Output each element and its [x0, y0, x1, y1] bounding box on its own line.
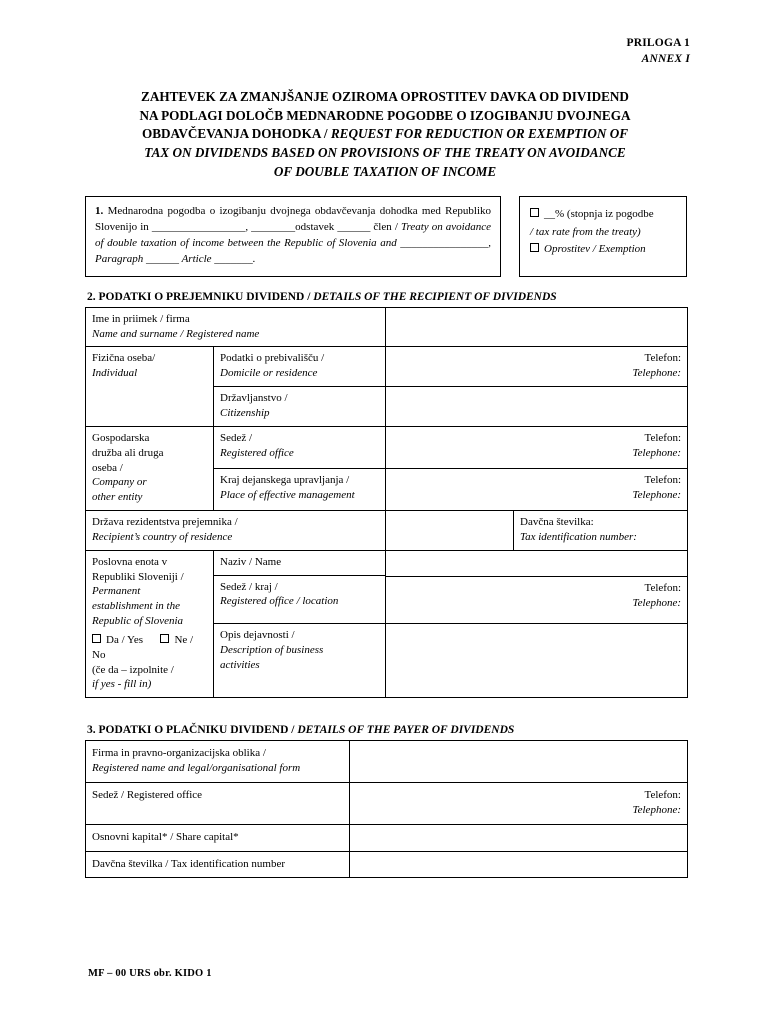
pe-option-yes: Da / Yes — [106, 633, 143, 646]
payer-name-label-sl: Firma in pravno-organizacijska oblika / — [92, 747, 266, 760]
pe-name-office-cell — [214, 550, 386, 624]
citizenship-label — [214, 387, 386, 427]
effective-management-label-sl: Kraj dejanskega upravljanja / — [220, 473, 350, 486]
recipient-name-label — [86, 307, 386, 347]
table-row — [86, 426, 688, 468]
section-1-number: 1. — [95, 205, 104, 217]
company-label-en-1: Company or — [92, 476, 147, 489]
section-1 — [85, 196, 687, 277]
pe-office-label-sl: Sedež / kraj / — [220, 580, 278, 593]
country-of-residence-label-en: Recipient’s country of residence — [92, 530, 233, 543]
effective-management-label — [214, 468, 386, 510]
option-tax-rate-label-en: / tax rate from the treaty) — [530, 225, 641, 238]
domicile-label-en: Domicile or residence — [220, 367, 318, 380]
telephone-label-sl: Telefon: — [644, 581, 682, 594]
table-row — [86, 511, 688, 551]
option-tax-rate-label-sl: __% (stopnja iz pogodbe — [544, 208, 654, 220]
telephone-label-sl: Telefon: — [644, 431, 682, 444]
tax-option-box — [519, 196, 687, 277]
title-line-3: OBDAVČEVANJA DOHODKA / — [141, 126, 331, 142]
page-title — [85, 88, 685, 182]
company-telephone-field[interactable] — [386, 426, 688, 468]
individual-telephone-field[interactable] — [386, 347, 688, 387]
pe-label-en-3: Republic of Slovenia — [92, 615, 184, 628]
payer-tin-label-sl: Davčna številka / — [92, 857, 171, 870]
pe-note-sl: (če da – izpolnite / — [92, 663, 174, 676]
telephone-label-sl: Telefon: — [644, 789, 681, 801]
domicile-label — [214, 347, 386, 387]
pe-description-label-en-1: Description of business — [220, 644, 324, 657]
pe-label-en-2: establishment in the — [92, 600, 180, 613]
table-row — [86, 307, 688, 347]
title-line-5-en: OF DOUBLE TAXATION OF INCOME — [273, 163, 497, 179]
checkbox-icon[interactable] — [92, 634, 101, 643]
telephone-label-en: Telephone: — [632, 488, 682, 501]
telephone-label-sl: Telefon: — [644, 473, 682, 486]
treaty-text-sl: Mednarodna pogodba o izogibanju dvojnega obdavčevanja dohodka med Republiko Slovenijo in _________________, ________odstavek ______ člen / — [95, 205, 491, 233]
registered-office-label — [214, 426, 386, 468]
checkbox-icon[interactable] — [160, 634, 169, 643]
section-3-heading-sl: 3. PODATKI O PLAČNIKU DIVIDEND / — [87, 724, 298, 737]
payer-office-label — [86, 783, 350, 825]
telephone-label-sl: Telefon: — [644, 352, 682, 365]
registered-office-label-sl: Sedež / — [220, 431, 253, 444]
pe-yes-no-options[interactable] — [92, 633, 207, 663]
permanent-establishment-label — [86, 550, 214, 698]
tin-label-sl: Davčna številka: — [520, 516, 594, 529]
payer-telephone-field[interactable] — [350, 783, 688, 825]
table-row — [86, 550, 688, 624]
title-line-4-en: TAX ON DIVIDENDS BASED ON PROVISIONS OF THE TREATY ON AVOIDANCE — [144, 145, 626, 161]
document-body — [85, 196, 687, 878]
option-tax-rate-en-line — [530, 224, 678, 242]
company-label-sl-1: Gospodarska — [92, 431, 150, 444]
pe-name-label — [214, 551, 385, 576]
table-row — [86, 851, 688, 878]
section-3-heading — [87, 724, 687, 736]
annex-label-sl: PRILOGA 1 — [626, 37, 690, 49]
option-exemption-label-en: Exemption — [598, 243, 646, 256]
payer-tin-field[interactable] — [350, 851, 688, 878]
pe-option-no: Ne / No — [92, 633, 194, 661]
annex-header — [627, 36, 690, 67]
treaty-text-en: Treaty on avoidance of double taxation of income between the Republic of Slovenia and ________________, Paragraph ______ Article _______. — [95, 220, 491, 265]
tin-label — [514, 511, 688, 550]
checkbox-icon[interactable] — [530, 243, 539, 252]
tin-cell — [386, 511, 688, 551]
pe-note-en: if yes - fill in) — [92, 678, 152, 691]
pe-label-en-1: Permanent — [92, 585, 141, 598]
pe-office-label — [214, 576, 385, 615]
payer-office-label-en: Registered office — [126, 789, 203, 801]
pe-office-label-en: Registered office / location — [220, 595, 339, 608]
option-exemption-label-sl: Oprostitev / — [544, 243, 599, 256]
section-3-heading-en: DETAILS OF THE PAYER OF DIVIDENDS — [297, 724, 515, 737]
management-telephone-field[interactable] — [386, 468, 688, 510]
checkbox-icon[interactable] — [530, 208, 539, 217]
recipient-name-label-sl: Ime in priimek / firma — [92, 312, 190, 325]
citizenship-label-sl: Državljanstvo / — [220, 392, 288, 405]
company-label-en-2: other entity — [92, 491, 143, 504]
section-2-heading-en: DETAILS OF THE RECIPIENT OF DIVIDENDS — [313, 290, 557, 303]
share-capital-field[interactable] — [350, 824, 688, 851]
payer-name-field[interactable] — [350, 741, 688, 783]
pe-label-sl-1: Poslovna enota v — [92, 555, 168, 568]
title-line-3-en: REQUEST FOR REDUCTION OR EXEMPTION OF — [330, 126, 629, 142]
payer-office-label-sl: Sedež / — [92, 789, 127, 801]
section-2-heading — [87, 291, 687, 303]
effective-management-label-en: Place of effective management — [220, 488, 355, 501]
option-tax-rate[interactable] — [530, 206, 678, 224]
section-2-heading-sl: 2. PODATKI O PREJEMNIKU DIVIDEND / — [87, 290, 314, 303]
individual-label-en: Individual — [92, 367, 138, 380]
payer-tin-label-en: Tax identification number — [170, 857, 286, 870]
option-exemption[interactable] — [530, 241, 678, 259]
company-label-sl-3: oseba / — [92, 461, 123, 474]
pe-description-field[interactable] — [386, 624, 688, 698]
telephone-label-en: Telephone: — [632, 596, 682, 609]
telephone-label-en: Telephone: — [632, 367, 682, 380]
pe-label-sl-2: Republiki Sloveniji / — [92, 570, 184, 583]
pe-fields-cell — [386, 550, 688, 624]
individual-label-sl: Fizična oseba/ — [92, 352, 156, 365]
pe-description-label-sl: Opis dejavnosti / — [220, 629, 295, 642]
payer-name-label-en: Registered name and legal/organisational form — [92, 762, 301, 775]
country-of-residence-label — [86, 511, 386, 551]
citizenship-field[interactable] — [386, 387, 688, 427]
share-capital-label — [86, 824, 350, 851]
pe-description-label — [214, 624, 386, 698]
payer-tin-label — [86, 851, 350, 878]
citizenship-label-en: Citizenship — [220, 406, 270, 419]
treaty-reference-box — [85, 196, 501, 277]
share-capital-label-en: Share capital* — [176, 830, 239, 843]
company-label — [86, 426, 214, 510]
annex-label-en: ANNEX I — [641, 52, 690, 65]
pe-name-field[interactable] — [386, 551, 687, 577]
domicile-label-sl: Podatki o prebivališču / — [220, 352, 325, 365]
payer-details-table — [85, 740, 688, 878]
country-of-residence-field[interactable] — [386, 511, 514, 550]
pe-name-label-sl: Naziv / — [220, 555, 255, 568]
recipient-name-label-en: Name and surname / Registered name — [92, 327, 260, 340]
individual-label — [86, 347, 214, 426]
table-row — [86, 741, 688, 783]
telephone-label-en: Telephone: — [632, 803, 681, 816]
form-code-footer: MF – 00 URS obr. KIDO 1 — [88, 968, 212, 979]
table-row — [86, 347, 688, 387]
payer-name-label — [86, 741, 350, 783]
recipient-details-table — [85, 307, 688, 699]
telephone-label-en: Telephone: — [632, 446, 682, 459]
table-row — [86, 824, 688, 851]
registered-office-label-en: Registered office — [220, 446, 294, 459]
company-label-sl-2: družba ali druga — [92, 446, 164, 459]
tin-label-en: Tax identification number: — [520, 530, 637, 543]
share-capital-label-sl: Osnovni kapital* / — [92, 830, 177, 843]
title-line-2: NA PODLAGI DOLOČB MEDNARODNE POGODBE O IZOGIBANJU DVOJNEGA — [139, 107, 631, 123]
table-row — [86, 783, 688, 825]
pe-description-label-en-2: activities — [220, 659, 260, 672]
title-line-1: ZAHTEVEK ZA ZMANJŠANJE OZIROMA OPROSTITEV DAVKA OD DIVIDEND — [141, 89, 629, 104]
pe-name-label-en: Name — [254, 555, 282, 568]
recipient-name-field[interactable] — [386, 307, 688, 347]
country-of-residence-label-sl: Država rezidentstva prejemnika / — [92, 516, 238, 529]
pe-telephone-field[interactable] — [386, 577, 687, 616]
